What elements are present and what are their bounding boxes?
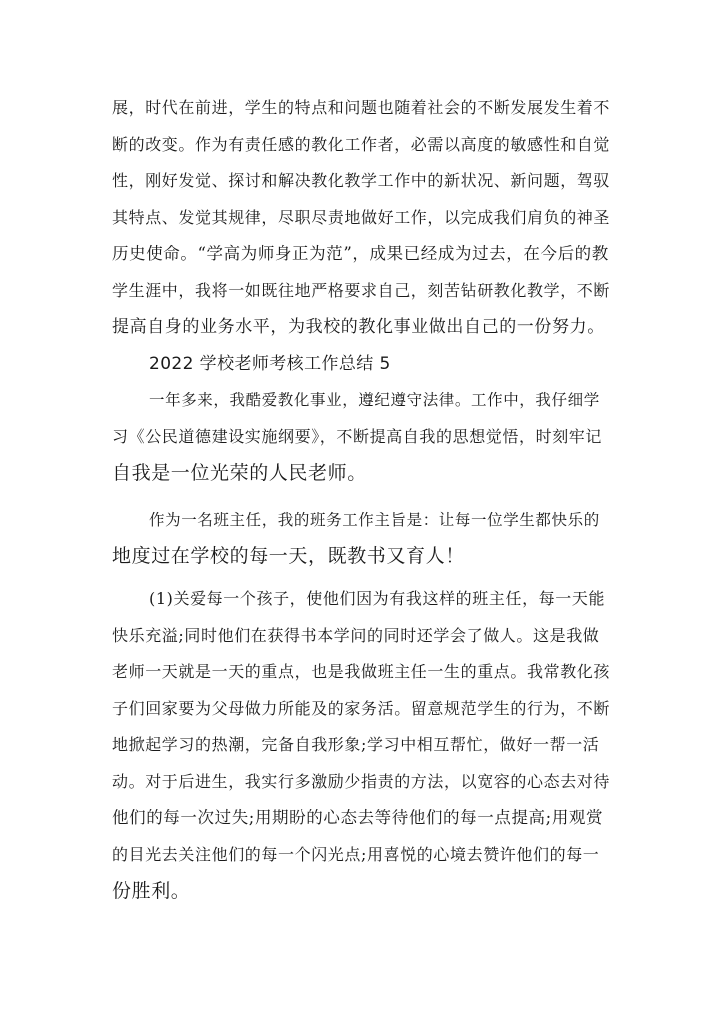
para1-line-6: 学生涯中，我将一如既往地严格要求自己，刻苦钻研教化教学，不断 [112,281,611,300]
para1-line-1: 展，时代在前进，学生的特点和问题也随着社会的不断发展发生着不 [112,98,611,117]
para4-line-8: 的目光去关注他们的每一个闪光点;用喜悦的心境去赞许他们的每一 [112,845,600,864]
para4-line-7: 他们的每一次过失;用期盼的心态去等待他们的每一点提高;用观赏 [112,808,604,827]
para4-line-2: 快乐充溢;同时他们在获得书本学问的同时还学会了做人。这是我做 [112,626,600,645]
para2-line-1: 一年多来，我酷爱教化事业，遵纪遵守法律。工作中，我仔细学 [149,391,600,409]
para4-line-9: 份胜利。 [112,880,191,902]
para3-line-2: 地度过在学校的每一天，既教书又育人！ [112,545,465,567]
para1-line-4: 其特点、发觉其规律，尽职尽责地做好工作，以完成我们肩负的神圣 [112,208,611,227]
para1-line-3: 性，刚好发觉、探讨和解决教化教学工作中的新状况、新问题，驾驭 [112,171,611,190]
para4-line-5: 地掀起学习的热潮，完备自我形象;学习中相互帮忙，做好一帮一活 [112,735,600,754]
para2-line-2: 习《公民道德建设实施纲要》，不断提高自我的思想觉悟，时刻牢记 [112,427,603,446]
section-heading: 2022 学校老师考核工作总结 5 [149,354,391,374]
para4-line-4: 子们回家要为父母做力所能及的家务活。留意规范学生的行为，不断 [112,699,611,718]
para3-line-1: 作为一名班主任，我的班务工作主旨是：让每一位学生都快乐的 [149,511,600,529]
para2-line-3: 自我是一位光荣的人民老师。 [112,462,367,484]
para4-line-1: (1)关爱每一个孩子，使他们因为有我这样的班主任，每一天能 [149,589,606,608]
para4-line-3: 老师一天就是一天的重点，也是我做班主任一生的重点。我常教化孩 [112,662,611,681]
para1-line-2: 断的改变。作为有责任感的教化工作者，必需以高度的敏感性和自觉 [112,135,611,154]
para1-line-7: 提高自身的业务水平，为我校的教化事业做出自己的一份努力。 [112,317,605,337]
para1-line-5: 历史使命。“学高为师身正为范”，成果已经成为过去，在今后的教 [112,244,609,263]
para4-line-6: 动。对于后进生，我实行多激励少指责的方法，以宽容的心态去对待 [112,772,611,791]
